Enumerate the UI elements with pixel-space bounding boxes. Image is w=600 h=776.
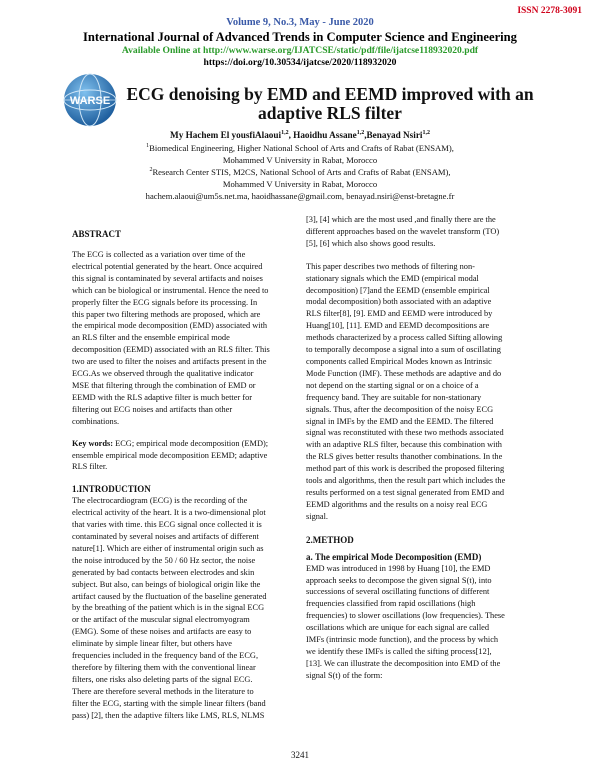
right-column — [306, 214, 528, 682]
description-line: decomposition) [7]and the EEMD (ensemble empirical — [306, 285, 490, 295]
abstract-line: which can be biological or instrumental. Hence the need to — [72, 285, 269, 295]
emd-line: successions of several oscillating functions of different — [306, 587, 490, 597]
abstract-line: electrical potential generated by the heart. Once acquired — [72, 261, 263, 271]
description-line: signal was reconstituted with these two methods associated — [306, 428, 504, 438]
intro-body — [72, 495, 290, 721]
intro-line: The electrocardiogram (ECG) is the recording of the — [72, 496, 248, 506]
author-3-sup: 1,2 — [422, 129, 430, 136]
description-line: components called Empirical Modes known as Intrinsic — [306, 356, 492, 366]
description-line: frequency band. They are suitable for non-stationary — [306, 392, 482, 402]
abstract-line: properly filter the ECG signals before its processing. In — [72, 297, 258, 307]
intro-line: the noise introduced by the 50 / 60 Hz sector, the noise — [72, 555, 256, 565]
intro-line: pass) [2], then the adaptive filters like LMS, RLS, NLMS — [72, 710, 265, 720]
keywords-label: Key words: — [72, 438, 114, 448]
abstract-line: decomposition (EEMD) associated with an RLS filter. This — [72, 345, 270, 355]
author-list — [0, 130, 600, 140]
description-line: Huang[10], [11]. EMD and EEMD decompositions are — [306, 321, 490, 331]
intro-line: filter the ECG, starting with the simple linear filters (band — [72, 698, 266, 708]
emd-line: signal S(t) of the form: — [306, 670, 383, 680]
abstract-line: this paper two filtering methods are proposed, which are — [72, 309, 261, 319]
description-line: RLS filter[8], [9]. EMD and EEMD were introduced by — [306, 309, 493, 319]
abstract-line: two are used to filter the noises and artifacts present in the — [72, 357, 267, 367]
intro-line: generated by bad contacts between electrodes and skin — [72, 567, 255, 577]
author-2-sup: 1,2 — [356, 129, 365, 136]
intro-line: contaminated by several noises and artifacts of different — [72, 532, 259, 542]
description-line: not depend on the starting signal or on a choice of a — [306, 380, 479, 390]
abstract-line: The ECG is collected as a variation over time of the — [72, 250, 246, 259]
author-1-sup: 1,2 — [281, 129, 289, 136]
intro-heading: 1.INTRODUCTION — [72, 484, 151, 495]
description-line: Mode Function (IMF). These methods are adaptive and do — [306, 368, 502, 378]
emd-line: IMFs (intrinsic mode function), and the process by which — [306, 635, 499, 645]
keywords-text: ECG; empirical mode decomposition (EMD); — [115, 438, 269, 448]
abstract-body — [72, 249, 290, 428]
abstract-line: filtering out ECG noises and artifacts than other — [72, 404, 233, 414]
description-line: tools and algorithms, then the result part which includes the — [306, 476, 506, 486]
emd-line: frequencies) to slower oscillations (low frequencies). These — [306, 611, 505, 621]
intro-continued — [306, 214, 528, 250]
logo-text: WARSE — [69, 95, 111, 107]
intro-line: There are therefore several methods in the literature to — [72, 686, 254, 696]
page-number: 3241 — [291, 750, 309, 760]
paper-description — [306, 261, 528, 523]
description-line: signal. — [306, 511, 329, 521]
left-column — [72, 229, 290, 722]
emd-body — [306, 563, 528, 682]
keywords-line: RLS filter. — [72, 462, 108, 472]
intro-line: filters, one risks also deleting parts of the signal ECG. — [72, 674, 253, 684]
intro-line: frequencies included in the frequency band of the ECG, — [72, 651, 259, 661]
method-heading: 2.METHOD — [306, 534, 354, 545]
author-emails[interactable]: hachem.alaoui@um5s.net.ma, haoidhassane@gmail.com, benayad.nsiri@enst-bretagne.fr — [145, 191, 455, 201]
affiliation-1-line-2: Mohammed V University in Rabat, Morocco — [222, 155, 378, 165]
emd-line: [13]. We can illustrate the decomposition into EMD of the — [306, 658, 501, 668]
description-line: signals. Thus, after the decomposition of the noisy ECG — [306, 404, 494, 414]
affiliation-2-line-1 — [0, 167, 600, 179]
affiliation-1-line-1 — [0, 143, 600, 155]
keywords — [72, 438, 290, 474]
affiliation-text: Biomedical Engineering, Higher National School of Arts and Crafts of Rabat (ENSAM), — [149, 143, 454, 153]
intro-line: that varies with time. this ECG signal once collected it is — [72, 520, 262, 530]
keywords-line: ensemble empirical mode decomposition EEMD; adaptive — [72, 450, 268, 460]
intro-line: electrical activity of the heart. It is a two-dimensional plot — [72, 508, 266, 518]
abstract-line: ECG.As we observed through the qualitative indicator — [72, 369, 254, 379]
emd-line: oscillations which are unique for each signal are called — [306, 623, 490, 633]
description-line: stationary signals which the EMD (empirical modal — [306, 273, 479, 283]
intro-line: or the artifact of the muscular signal electromyogram — [72, 615, 250, 625]
author-1: My Hachem El yousfiAlaoui — [170, 130, 282, 140]
abstract-line: MSE that filtering through the combination of EMD or — [72, 380, 256, 390]
description-line: with an adaptive RLS filter, because this combination with — [306, 440, 502, 450]
description-line: EEMD algorithms and the results on a noisy real ECG — [306, 499, 488, 509]
description-line: method part of this work is described the proposed filtering — [306, 464, 505, 474]
intro-line: by the breathing of the patient which is in the signal ECG — [72, 603, 265, 613]
emd-line: frequencies classified from rapid oscillations (high — [306, 599, 476, 609]
abstract-line: combinations. — [72, 416, 120, 426]
affiliation-text: Research Center STIS, M2CS, National School of Arts and Crafts of Rabat (ENSAM), — [152, 167, 451, 177]
author-3: ,Benayad Nsiri — [364, 130, 423, 140]
paper-title — [100, 85, 560, 123]
affil-2-sup: 2 — [149, 167, 153, 174]
description-line: signal in IMFs by the EMD and the EEMD. The filtered — [306, 416, 494, 426]
keywords-line-1 — [72, 438, 290, 450]
intro-cont-line: [5], [6] which also shows good results. — [306, 238, 436, 248]
description-line: modal decomposition) both associated with an adaptive — [306, 297, 492, 307]
affiliation-2-line-2: Mohammed V University in Rabat, Morocco — [222, 179, 378, 189]
abstract-line: this signal is contaminated by several artifacts and noises — [72, 273, 263, 283]
online-link[interactable]: Available Online at http://www.warse.org/IJATCSE/static/pdf/file/ijatcse118932020.pdf — [121, 45, 479, 56]
intro-line: eliminate by simple linear filter, but others have — [72, 639, 233, 649]
issn-label: ISSN 2278-3091 — [517, 6, 582, 16]
title-line-1: ECG denoising by EMD and EEMD improved with an — [126, 84, 534, 104]
title-line-2: adaptive RLS filter — [258, 103, 402, 123]
intro-cont-line: [3], [4] which are the most used ,and finally there are the — [306, 215, 496, 224]
abstract-heading: ABSTRACT — [72, 229, 122, 239]
intro-line: subject. But also, can beings of biological origin like the — [72, 579, 261, 589]
description-line: the RLS gives better results thanother combinations. In the — [306, 452, 503, 462]
emd-line: EMD was introduced in 1998 by Huang [10], the EMD — [306, 563, 491, 573]
abstract-line: EEMD with the RLS adaptive filter is much better for — [72, 392, 253, 402]
intro-line: (EMG). Some of these noises and artifacts are easy to — [72, 627, 252, 637]
emd-subheading: a. The empirical Mode Decomposition (EMD) — [306, 551, 482, 562]
intro-line: therefore by filtering them with the conventional linear — [72, 663, 256, 672]
description-line: This paper describes two methods of filtering non- — [306, 261, 475, 271]
doi-link[interactable]: https://doi.org/10.30534/ijatcse/2020/118932020 — [203, 57, 397, 68]
journal-title: International Journal of Advanced Trends in Computer Science and Engineering — [83, 30, 517, 44]
intro-line: artifact caused by the fluctuation of the baseline generated — [72, 591, 267, 601]
description-line: results performed on a test signal generated from EMD and — [306, 487, 505, 497]
description-line: methods characterized by a process called Sifting allowing — [306, 333, 503, 343]
emd-line: approach seeks to decompose the given signal S(t), into — [306, 575, 492, 585]
emd-line: we identify these IMFs is called the sifting process[12], — [306, 647, 492, 656]
author-2: , Haoidhu Assane — [288, 130, 357, 140]
description-line: to temporally decompose a signal into a sum of oscillating — [306, 345, 501, 355]
intro-line: nature[1]. Which are either of instrumental origin such as — [72, 543, 264, 553]
affil-1-sup: 1 — [146, 143, 150, 150]
abstract-line: the empirical mode decomposition (EMD) associated with — [72, 321, 268, 331]
volume-issue: Volume 9, No.3, May - June 2020 — [226, 17, 374, 28]
abstract-line: an RLS filter and the ensemble empirical mode — [72, 333, 230, 343]
intro-cont-line: different approaches based on the wavelet transform (TO) — [306, 226, 500, 236]
